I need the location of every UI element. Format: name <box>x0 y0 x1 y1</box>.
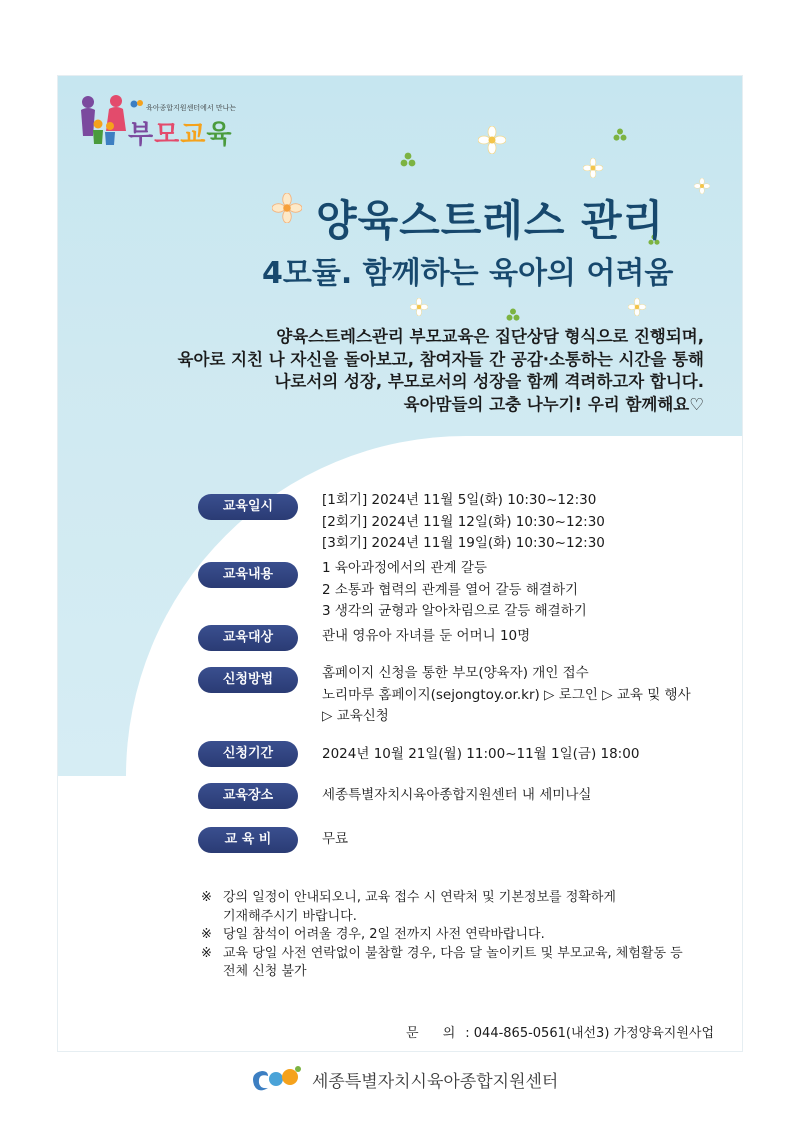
flower-icon <box>628 298 646 316</box>
period-line: 2024년 10월 21일(월) 11:00~11월 1일(금) 18:00 <box>322 746 640 762</box>
schedule-line: [1회기] 2024년 11월 5일(화) 10:30~12:30 <box>322 492 597 508</box>
method-line: ▷ 교육신청 <box>322 708 389 724</box>
method-line: 홈페이지 신청을 통한 부모(양육자) 개인 접수 <box>322 665 589 681</box>
note-continuation: 전체 신청 불가 <box>223 964 307 979</box>
flower-icon <box>583 158 603 178</box>
fee-line: 무료 <box>322 831 349 847</box>
clover-icon <box>506 308 520 322</box>
logo-subtitle: 육아종합지원센터에서 만나는 <box>146 104 237 112</box>
page-title: 양육스트레스 관리 <box>316 196 665 245</box>
flower-icon <box>410 298 428 316</box>
target-line: 관내 영유아 자녀를 둔 어머니 10명 <box>322 628 531 644</box>
label-period: 신청기간 <box>198 741 298 767</box>
value-fee <box>322 829 348 851</box>
logo-char: 육 <box>206 120 233 150</box>
label-content: 교육내용 <box>198 562 298 588</box>
clover-icon <box>613 128 627 142</box>
poster <box>57 75 743 1052</box>
program-logo <box>78 94 278 154</box>
schedule-line: [2회기] 2024년 11월 12일(화) 10:30~12:30 <box>322 513 605 530</box>
content-line: 3 생각의 균형과 알아차림으로 갈등 해결하기 <box>322 603 587 619</box>
clover-icon <box>400 152 416 168</box>
content-line: 1 육아과정에서의 관계 갈등 <box>322 560 487 576</box>
flower-icon <box>694 178 710 194</box>
logo-char: 모 <box>154 120 181 150</box>
center-mark-icon <box>130 98 144 110</box>
center-logo-icon <box>248 1063 304 1095</box>
contact-key: 문 의 <box>406 1026 466 1041</box>
value-content <box>322 558 587 623</box>
logo-title <box>128 114 233 151</box>
intro-line: 나로서의 성장, 부모로서의 성장을 함께 격려하고자 합니다. <box>274 372 704 391</box>
label-place: 교육장소 <box>198 783 298 809</box>
schedule-line: [3회기] 2024년 11월 19일(화) 10:30~12:30 <box>322 535 605 551</box>
intro-line: 육아맘들의 고충 나누기! 우리 함께해요♡ <box>403 394 704 414</box>
label-target: 교육대상 <box>198 625 298 651</box>
note-text: 교육 당일 사전 연락없이 불참할 경우, 다음 달 놀이키트 및 부모교육, 체험활동 등 <box>223 945 683 961</box>
footer-org-name: 세종특별자치시육아종합지원센터 <box>312 1071 559 1092</box>
label-method: 신청방법 <box>198 667 298 693</box>
value-method <box>322 663 691 728</box>
content-line: 2 소통과 협력의 관계를 열어 갈등 해결하기 <box>322 581 579 598</box>
label-fee: 교 육 비 <box>198 827 298 853</box>
note-item <box>201 945 683 964</box>
note-item <box>201 926 683 945</box>
note-continuation: 기재해주시기 바랍니다. <box>223 908 357 924</box>
notes <box>201 889 683 982</box>
value-target <box>322 626 530 648</box>
intro-line: 육아로 지친 나 자신을 돌아보고, 참여자들 간 공감·소통하는 시간을 통해 <box>177 349 704 369</box>
flower-icon <box>272 193 302 223</box>
value-schedule <box>322 490 605 555</box>
value-place <box>322 785 591 807</box>
family-icon <box>78 94 130 150</box>
contact-info <box>406 1022 714 1041</box>
note-mark: ※ <box>201 945 212 961</box>
contact-value: : 044-865-0561(내선3) 가정양육지원사업 <box>465 1026 714 1041</box>
page-subtitle: 4모듈. 함께하는 육아의 어려움 <box>262 256 674 291</box>
method-line: 노리마루 홈페이지(sejongtoy.or.kr) ▷ 로그인 ▷ 교육 및 행사 <box>322 686 691 703</box>
flower-icon <box>478 126 506 154</box>
label-schedule: 교육일시 <box>198 494 298 520</box>
logo-char: 부 <box>128 120 155 150</box>
intro-line: 양육스트레스관리 부모교육은 집단상담 형식으로 진행되며, <box>276 327 704 346</box>
place-line: 세종특별자치시육아종합지원센터 내 세미나실 <box>322 787 592 803</box>
logo-char: 교 <box>180 120 207 150</box>
note-text: 당일 참석이 어려울 경우, 2일 전까지 사전 연락바랍니다. <box>223 927 545 942</box>
note-item <box>201 889 683 908</box>
note-mark: ※ <box>201 890 212 905</box>
footer <box>248 1062 558 1096</box>
intro-text <box>84 326 704 416</box>
value-period <box>322 744 639 766</box>
note-mark: ※ <box>201 927 212 942</box>
note-text: 강의 일정이 안내되오니, 교육 접수 시 연락처 및 기본정보를 정확하게 <box>223 890 616 905</box>
